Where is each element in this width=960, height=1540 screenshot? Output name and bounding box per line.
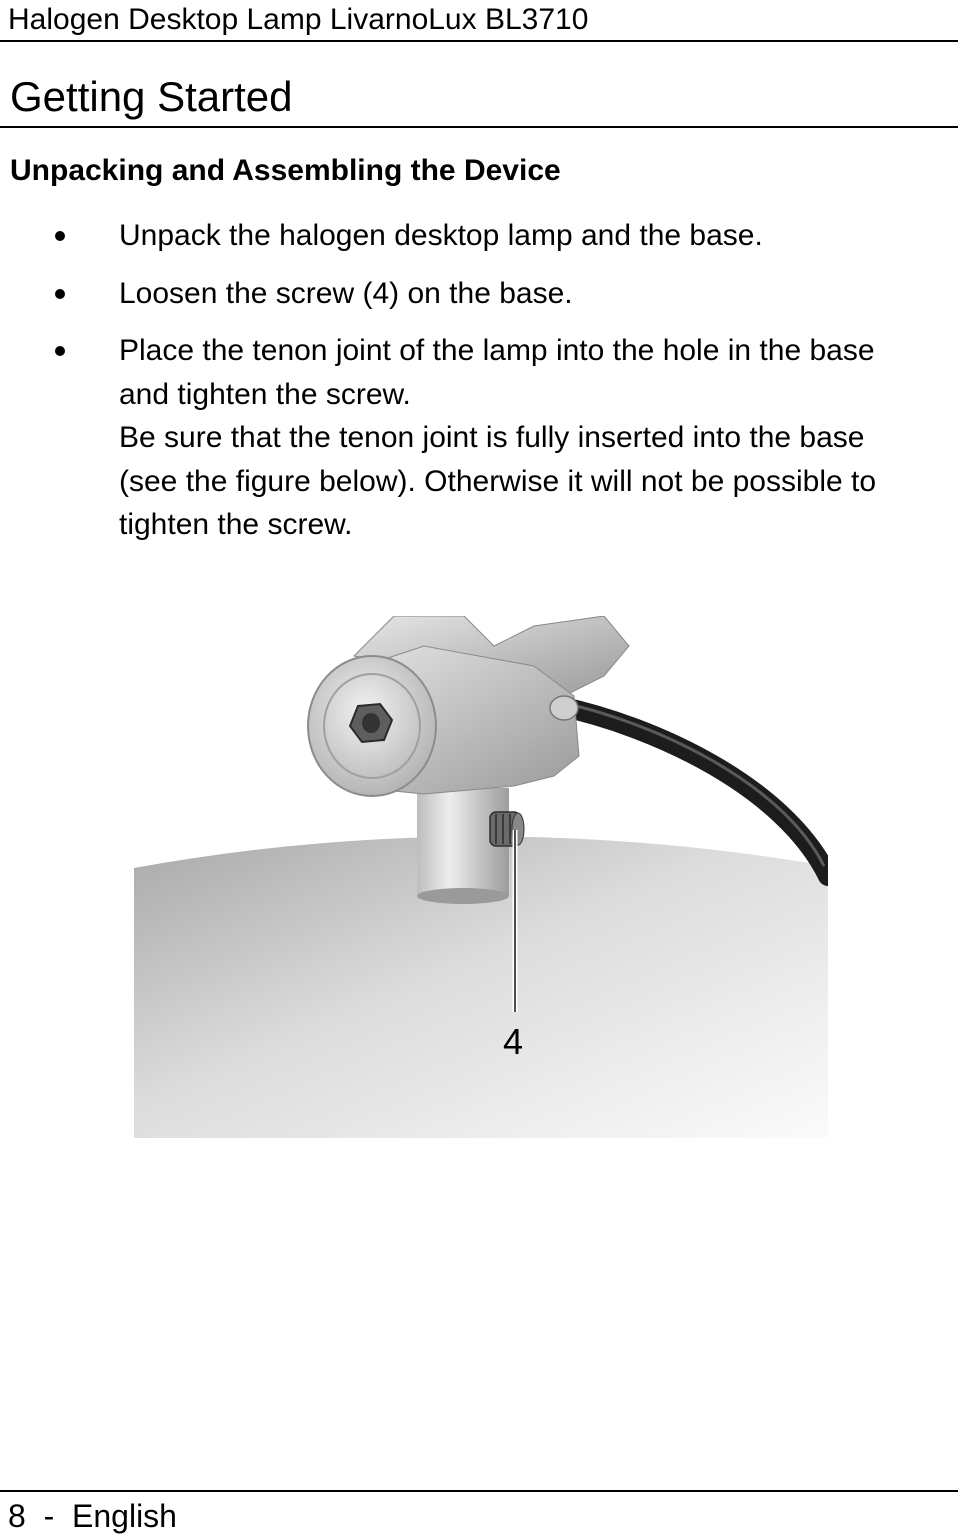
page-footer [8, 1496, 177, 1536]
list-item [0, 329, 919, 547]
step-text: Loosen the screw (4) on the base. [119, 276, 573, 310]
lamp-base-figure [134, 616, 828, 1138]
section-title: Getting Started [10, 73, 293, 120]
lamp-base-photo [134, 616, 828, 1138]
footer-separator: - [43, 1498, 55, 1534]
list-item [0, 214, 919, 258]
document-title: Halogen Desktop Lamp LivarnoLux BL3710 [8, 3, 589, 36]
assembly-steps-list [0, 214, 960, 561]
footer-divider [0, 1490, 958, 1492]
screw-callout-label: 4 [503, 1021, 524, 1062]
subheading: Unpacking and Assembling the Device [10, 154, 561, 187]
bullet-icon [55, 289, 65, 299]
step-note: Be sure that the tenon joint is fully inserted into the base (see the figure below). Otherwise it will not be possible to tighten the screw. [119, 421, 877, 541]
bullet-icon [55, 231, 65, 241]
step-text: Place the tenon joint of the lamp into the hole in the base and tighten the screw. [119, 334, 875, 411]
bullet-icon [55, 346, 65, 356]
header-divider [0, 40, 958, 42]
list-item [0, 272, 919, 316]
section-divider [0, 126, 958, 128]
footer-language: English [72, 1498, 177, 1534]
page-number: 8 [8, 1498, 26, 1534]
step-text: Unpack the halogen desktop lamp and the base. [119, 219, 763, 252]
